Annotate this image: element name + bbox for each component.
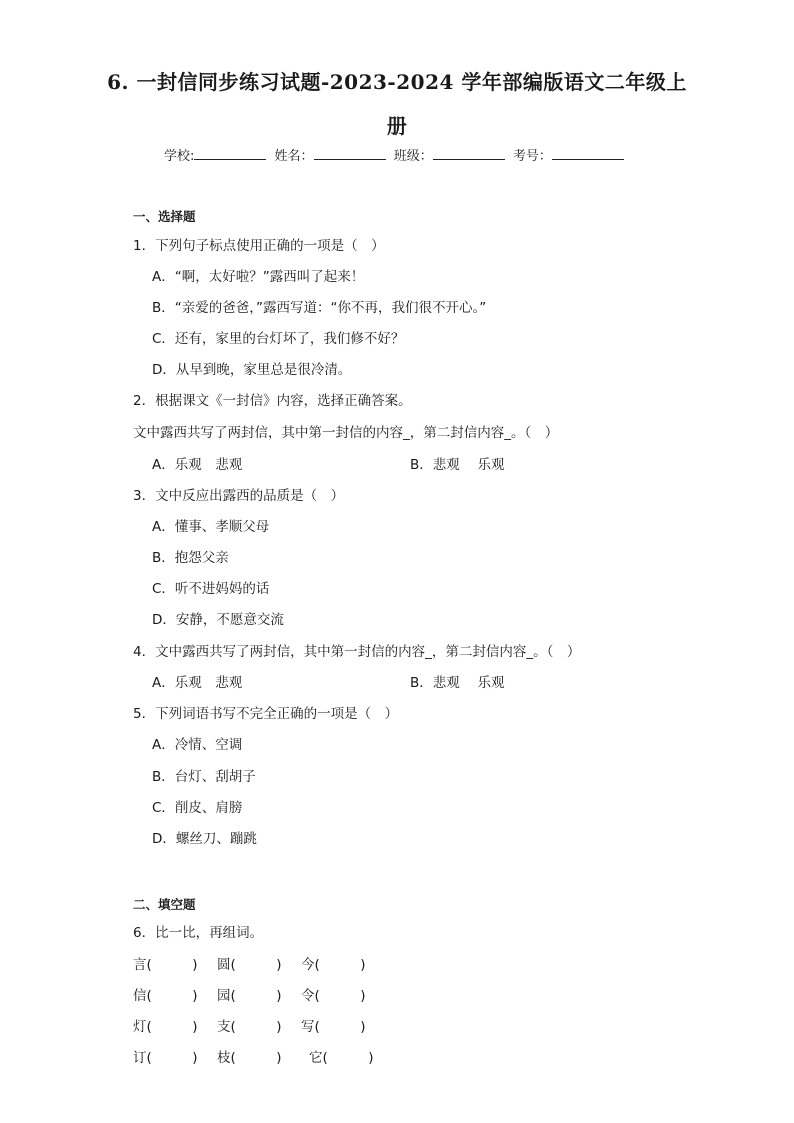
question-1-option-d[interactable]: D．从早到晚，家里总是很冷清。 <box>152 362 352 378</box>
school-blank[interactable] <box>194 147 266 160</box>
question-5-stem: 5．下列词语书写不完全正确的一项是（ ） <box>133 706 399 722</box>
exam-number-blank[interactable] <box>552 147 624 160</box>
word-cell[interactable]: 订( ) <box>133 1050 198 1066</box>
question-5-option-a[interactable]: A．冷情、空调 <box>152 737 243 753</box>
question-2-stem: 2．根据课文《一封信》内容，选择正确答案。 <box>133 393 412 409</box>
question-3-option-c[interactable]: C．听不进妈妈的话 <box>152 581 270 597</box>
name-label: 姓名： <box>274 149 314 164</box>
question-3-option-b[interactable]: B．抱怨父亲 <box>152 550 229 566</box>
word-cell[interactable]: 言( ) <box>133 957 198 973</box>
word-cell[interactable]: 枝( ) <box>217 1050 282 1066</box>
word-cell[interactable]: 支( ) <box>217 1019 282 1035</box>
word-cell[interactable]: 灯( ) <box>133 1019 198 1035</box>
question-1-stem: 1．下列句子标点使用正确的一项是（ ） <box>133 238 385 254</box>
word-cell[interactable]: 园( ) <box>217 988 282 1004</box>
exam-number-label: 考号： <box>512 149 552 164</box>
name-blank[interactable] <box>314 147 386 160</box>
question-3-option-a[interactable]: A．懂事、孝顺父母 <box>152 519 270 535</box>
question-1-option-a[interactable]: A．“啊，太好啦？”露西叫了起来！ <box>152 269 365 285</box>
question-1-option-c[interactable]: C．还有，家里的台灯坏了，我们修不好？ <box>152 331 405 347</box>
question-1-option-b[interactable]: B．“亲爱的爸爸，”露西写道：“你不再，我们很不开心。” <box>152 300 487 316</box>
page-title-line1: 6. 一封信同步练习试题-2023-2024 学年部编版语文二年级上 <box>107 70 687 94</box>
student-info-row <box>164 145 628 164</box>
question-2-stem-detail: 文中露西共写了两封信，其中第一封信的内容_，第二封信内容_。（ ） <box>133 425 559 441</box>
word-cell[interactable]: 写( ) <box>301 1019 366 1035</box>
page-title-line2: 册 <box>386 114 408 138</box>
class-label: 班级： <box>393 149 433 164</box>
section-heading-choice: 一、选择题 <box>133 209 196 224</box>
word-cell[interactable]: 信( ) <box>133 988 198 1004</box>
question-5-option-b[interactable]: B．台灯、刮胡子 <box>152 769 256 785</box>
class-blank[interactable] <box>433 147 505 160</box>
question-5-option-d[interactable]: D．螺丝刀、蹦跳 <box>152 831 257 847</box>
question-2-option-b[interactable]: B．悲观 乐观 <box>410 457 505 473</box>
question-2-option-a[interactable]: A．乐观 悲观 <box>152 457 243 473</box>
word-cell[interactable]: 今( ) <box>301 957 366 973</box>
question-4-option-b[interactable]: B．悲观 乐观 <box>410 675 505 691</box>
question-3-stem: 3．文中反应出露西的品质是（ ） <box>133 488 345 504</box>
question-4-option-a[interactable]: A．乐观 悲观 <box>152 675 243 691</box>
question-4-stem: 4．文中露西共写了两封信，其中第一封信的内容_，第二封信内容_。（ ） <box>133 644 581 660</box>
section-heading-fill: 二、填空题 <box>133 897 196 912</box>
school-label: 学校: <box>164 149 195 164</box>
word-cell[interactable]: 圆( ) <box>217 957 282 973</box>
word-cell[interactable]: 令( ) <box>301 988 366 1004</box>
word-cell[interactable]: 它( ) <box>309 1050 374 1066</box>
question-5-option-c[interactable]: C．削皮、肩膀 <box>152 800 243 816</box>
question-3-option-d[interactable]: D．安静，不愿意交流 <box>152 612 284 628</box>
question-6-stem: 6．比一比，再组词。 <box>133 925 264 941</box>
